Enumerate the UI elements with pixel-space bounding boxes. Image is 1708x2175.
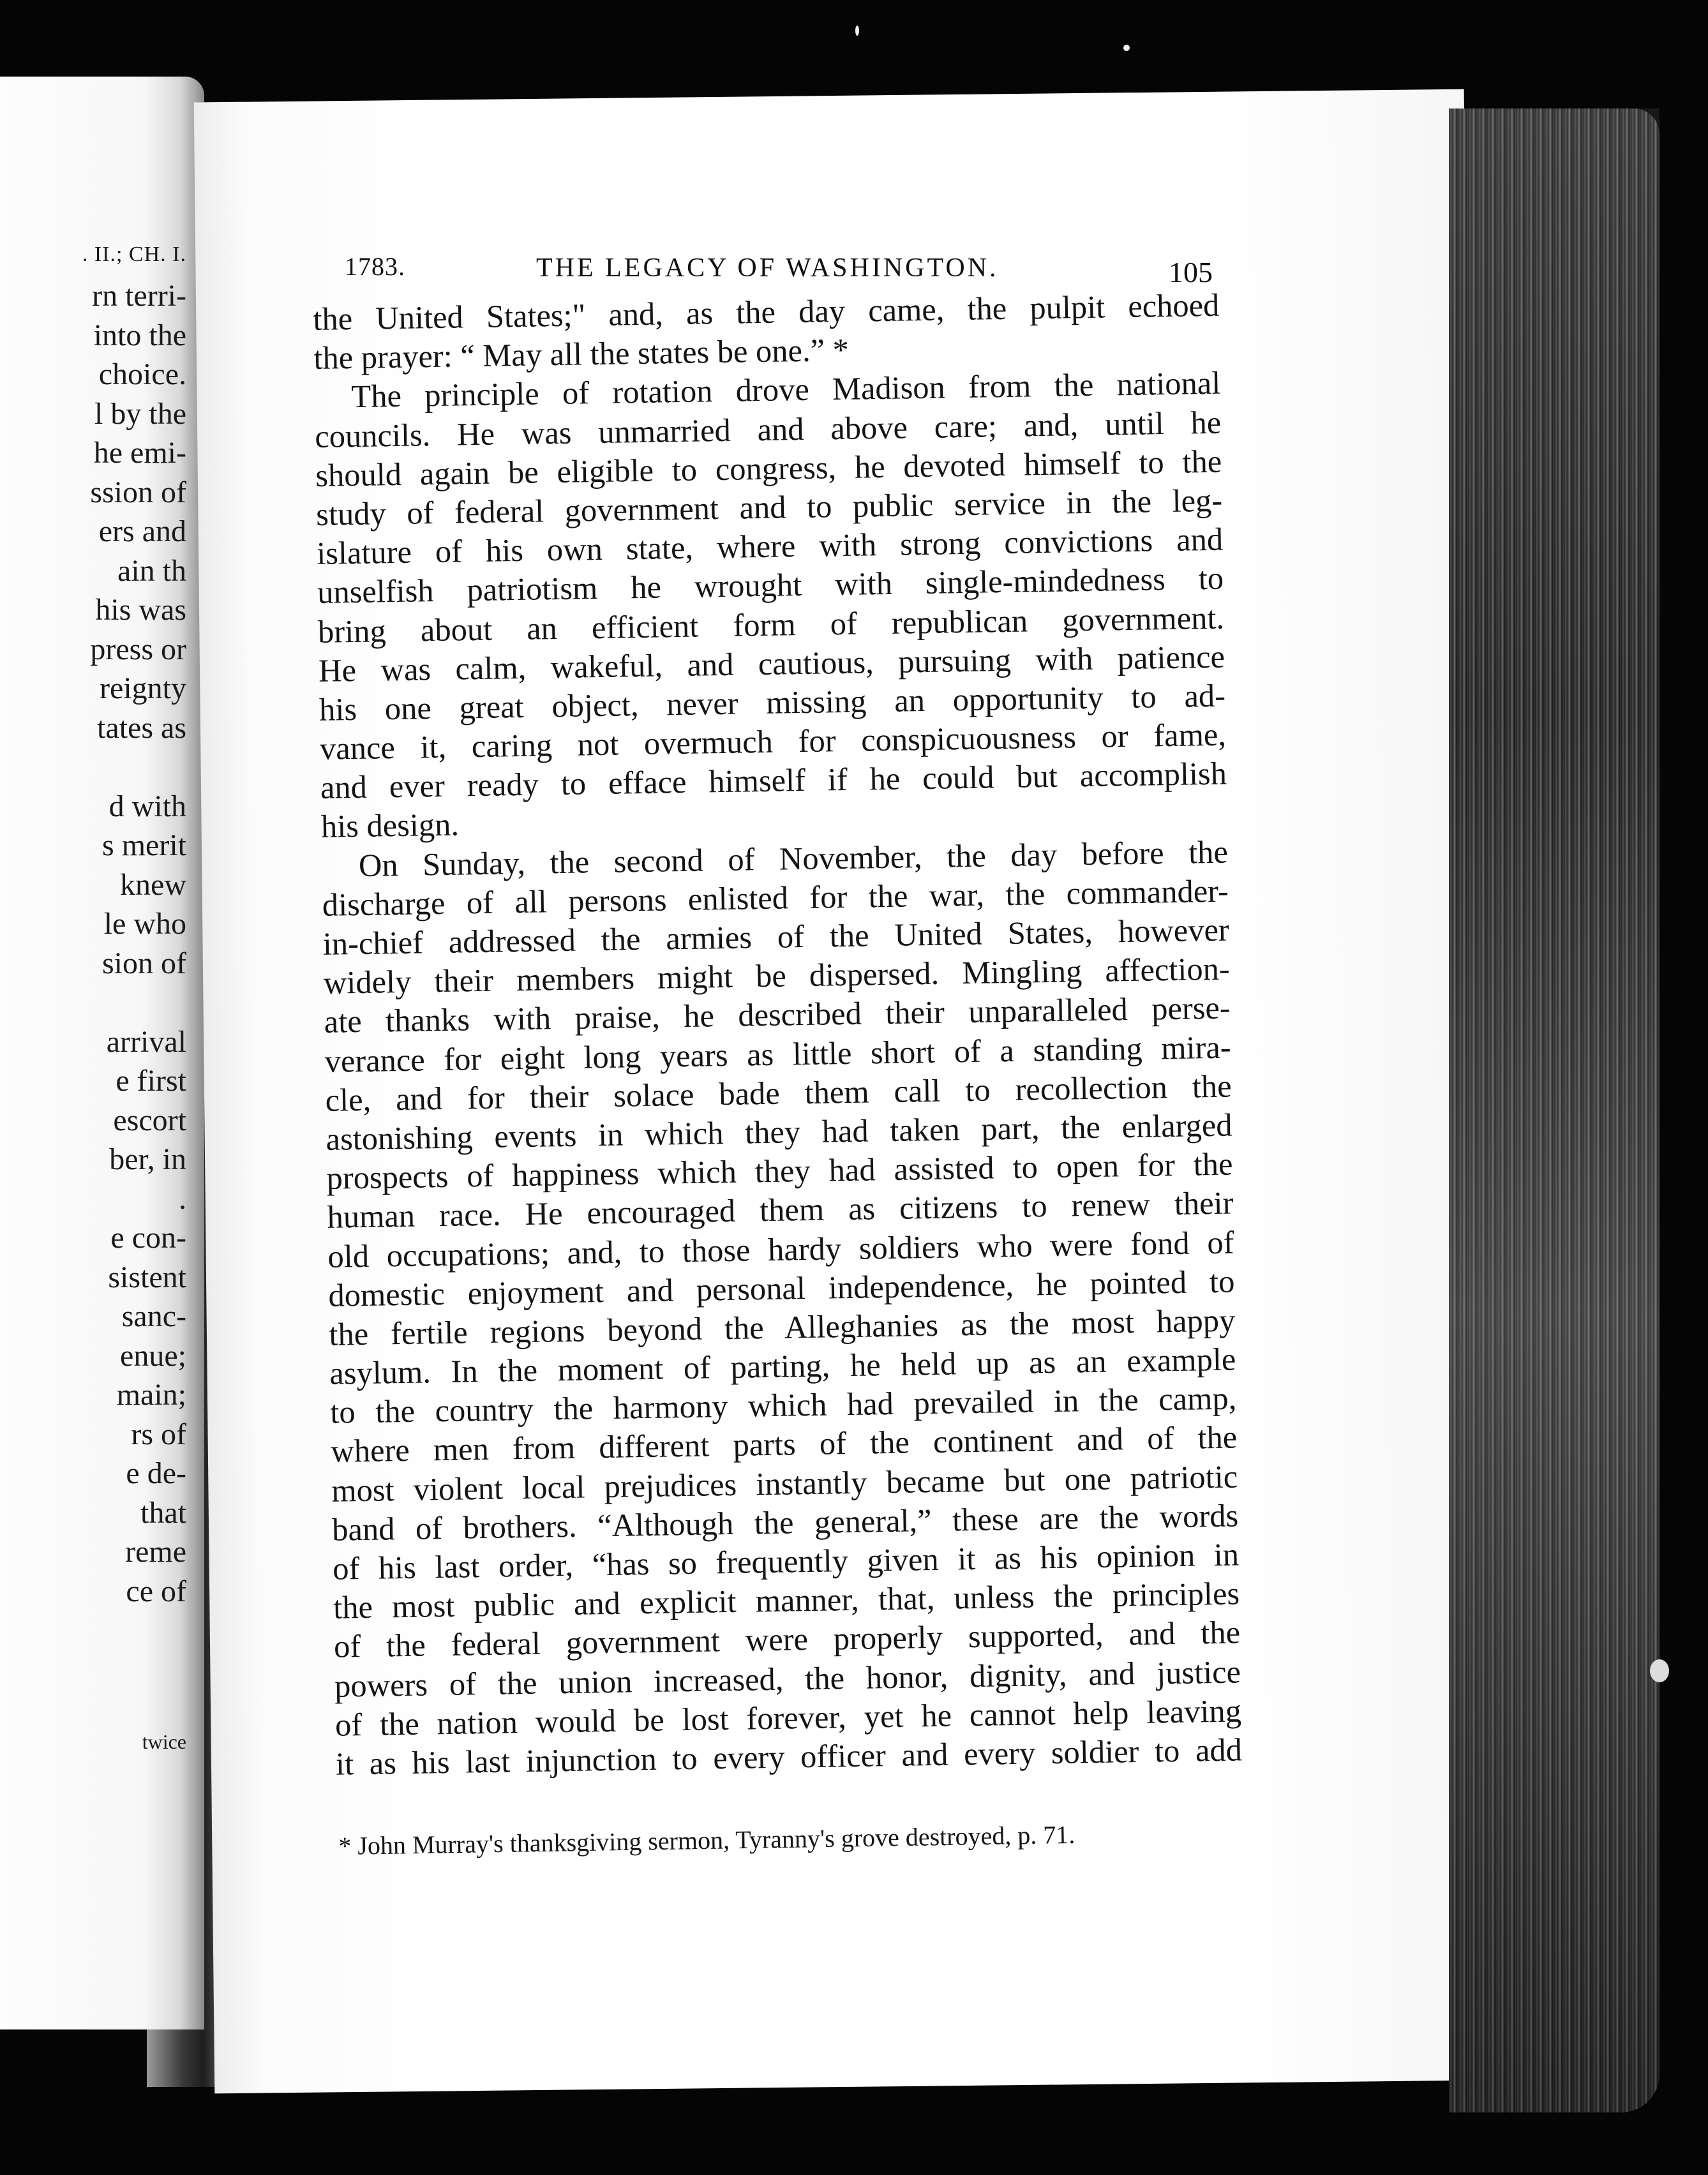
left-page-line: his was <box>95 593 186 627</box>
text-line: widely their members might be dispersed. Mingling affection- <box>323 950 1231 1001</box>
left-page-line: that <box>140 1495 186 1530</box>
left-page-line: ain th <box>117 553 186 588</box>
left-page-line: main; <box>116 1378 186 1412</box>
page-number: 105 <box>1169 256 1213 288</box>
text-line: discharge of all persons enlisted for the war, the commander- <box>322 872 1229 923</box>
left-page-line: e de- <box>126 1456 186 1490</box>
left-page-line: escort <box>113 1103 186 1137</box>
text-line: The principle of rotation drove Madison from the national <box>350 365 1221 415</box>
page-fore-edge <box>1449 108 1659 2112</box>
left-page-line: rs of <box>131 1417 186 1451</box>
left-page-line: arrival <box>106 1024 186 1059</box>
text-line: of his last order, “has so frequently given it as his opinion in <box>332 1536 1240 1587</box>
text-line: his design. <box>320 806 460 845</box>
left-page-line: choice. <box>98 357 186 391</box>
text-line: band of brothers. “Although the general,” these are the words <box>331 1497 1239 1548</box>
text-line: most violent local prejudices instantly became but one patriotic <box>331 1458 1238 1509</box>
left-page-line: sanc- <box>121 1299 186 1333</box>
text-line: should again be eligible to congress, he devoted himself to the <box>315 443 1222 493</box>
left-page-line: ssion of <box>90 475 186 509</box>
text-line: it as his last injunction to every officer and every soldier to add <box>335 1731 1243 1782</box>
left-page-line: tates as <box>97 710 186 745</box>
left-page-line: reme <box>125 1535 186 1569</box>
text-line: cle, and for their solace bade them call to recollection the <box>325 1068 1232 1118</box>
left-page-line: e con- <box>110 1221 186 1255</box>
left-page-line: reignty <box>100 671 186 705</box>
text-line: of the nation would be lost forever, yet he cannot help leaving <box>334 1693 1242 1743</box>
left-page-line: knew <box>120 867 186 902</box>
left-page-line: le who <box>103 907 186 941</box>
left-page-line: s merit <box>102 828 186 862</box>
text-line: the fertile regions beyond the Alleghanies as the most happy <box>329 1302 1236 1352</box>
left-page-line: into the <box>93 318 186 352</box>
left-page-line: d with <box>109 789 186 823</box>
text-line: study of federal government and to public service in the leg- <box>315 482 1223 532</box>
text-line: vance it, caring not overmuch for conspicuousness or fame, <box>319 716 1227 766</box>
left-page-line: sion of <box>102 946 186 980</box>
left-page-line: sistent <box>108 1260 186 1294</box>
text-line: astonishing events in which they had taken part, the enlarged <box>326 1107 1232 1157</box>
scan-speck <box>1650 1659 1669 1682</box>
left-page-line: ber, in <box>109 1142 186 1176</box>
text-line: to the country the harmony which had prevailed in the camp, <box>329 1380 1237 1431</box>
left-page-line: ce of <box>126 1574 186 1608</box>
text-line: the most public and explicit manner, that, unless the principles <box>333 1575 1240 1626</box>
text-line: islature of his own state, where with strong convictions and <box>316 521 1224 572</box>
left-page-line: rn terri- <box>92 279 186 313</box>
text-line: unselfish patriotism he wrought with single-mindedness to <box>317 560 1224 611</box>
body-text <box>313 286 1242 1784</box>
left-page-line: e first <box>116 1064 186 1098</box>
text-line: old occupations; and, to those hardy soldiers who were fond of <box>327 1224 1234 1274</box>
left-page <box>0 77 204 2029</box>
left-page-line: enue; <box>120 1338 186 1373</box>
text-line: of the federal government were properly supported, and the <box>333 1614 1241 1665</box>
text-line: bring about an efficient form of republican government. <box>317 599 1225 650</box>
scan-speck <box>1123 45 1130 51</box>
text-line: human race. He encouraged them as citizens to renew their <box>327 1185 1234 1236</box>
text-line: his one great object, never missing an opportunity to ad- <box>318 677 1226 728</box>
text-line: On Sunday, the second of November, the day before the <box>358 833 1229 883</box>
left-page-footnote: twice <box>142 1730 186 1753</box>
left-page-line: he emi- <box>93 436 186 470</box>
left-page-line: l by the <box>94 396 186 431</box>
scan-speck <box>855 26 859 36</box>
text-line: where men from different parts of the continent and of the <box>330 1419 1238 1470</box>
text-line: and ever ready to efface himself if he could but accomplish <box>320 755 1227 806</box>
text-line: ate thanks with praise, he described their unparalleled perse- <box>324 989 1231 1040</box>
left-page-line: press or <box>90 632 186 666</box>
text-line: councils. He was unmarried and above care; and, until he <box>314 404 1222 454</box>
left-page-header: . II.; CH. I. <box>82 243 186 266</box>
text-line: prospects of happiness which they had assisted to open for the <box>326 1146 1233 1196</box>
footnote: * John Murray's thanksgiving sermon, Tyranny's grove destroyed, p. 71. <box>338 1820 1075 1860</box>
text-line: the United States;" and, as the day came, the pulpit echoed <box>313 287 1220 337</box>
text-line: the prayer: “ May all the states be one.” * <box>313 332 850 377</box>
text-line: domestic enjoyment and personal independence, he pointed to <box>328 1263 1235 1313</box>
text-line: verance for eight long years as little short of a standing mira- <box>324 1029 1231 1079</box>
text-line: powers of the union increased, the honor, dignity, and justice <box>334 1653 1241 1704</box>
text-line: in-chief addressed the armies of the United States, however <box>322 911 1230 962</box>
running-head-title: THE LEGACY OF WASHINGTON. <box>536 253 999 283</box>
left-page-line: . <box>179 1181 186 1216</box>
left-page-line: ers and <box>98 514 186 548</box>
running-head <box>345 243 1213 287</box>
text-line: He was calm, wakeful, and cautious, pursuing with patience <box>318 638 1225 689</box>
text-line: asylum. In the moment of parting, he held up as an example <box>329 1341 1236 1391</box>
running-head-year: 1783. <box>345 252 405 281</box>
